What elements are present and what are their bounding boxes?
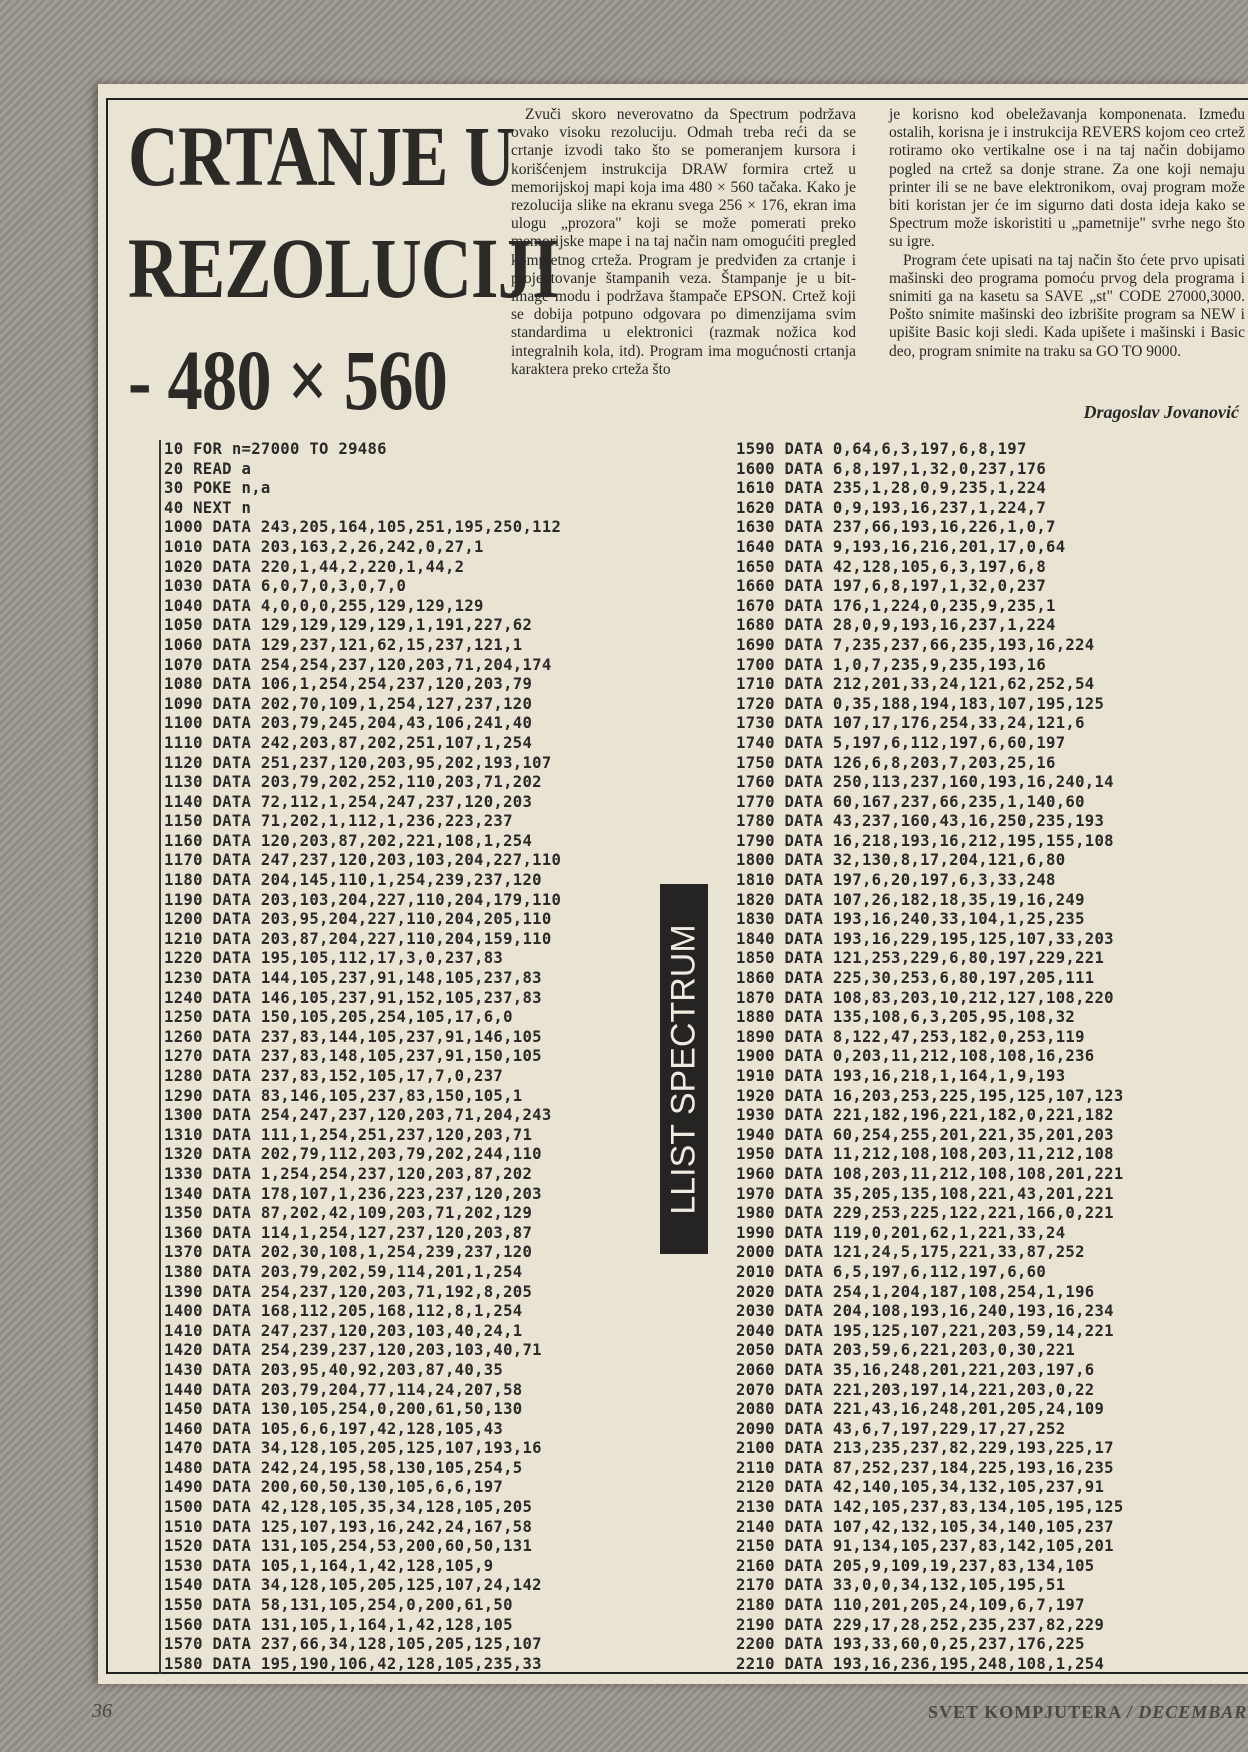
code-line: 2170 DATA 33,0,0,34,132,105,195,51 <box>736 1576 1066 1595</box>
code-line: 1810 DATA 197,6,20,197,6,3,33,248 <box>736 871 1056 890</box>
code-line: 1510 DATA 125,107,193,16,242,24,167,58 <box>164 1517 533 1536</box>
title-line-3: - 480 × 560 <box>128 332 448 428</box>
code-line: 1960 DATA 108,203,11,212,108,108,201,221 <box>736 1164 1124 1183</box>
code-line: 1730 DATA 107,17,176,254,33,24,121,6 <box>736 714 1085 733</box>
code-line: 1800 DATA 32,130,8,17,204,121,6,80 <box>736 851 1066 870</box>
code-line: 1620 DATA 0,9,193,16,237,1,224,7 <box>736 498 1047 517</box>
code-line: 2140 DATA 107,42,132,105,34,140,105,237 <box>736 1517 1114 1536</box>
code-line: 1560 DATA 131,105,1,164,1,42,128,105 <box>164 1615 513 1634</box>
code-line: 1710 DATA 212,201,33,24,121,62,252,54 <box>736 675 1095 694</box>
code-line: 2180 DATA 110,201,205,24,109,6,7,197 <box>736 1596 1085 1615</box>
code-line: 1280 DATA 237,83,152,105,17,7,0,237 <box>164 1067 504 1085</box>
code-line: 1310 DATA 111,1,254,251,237,120,203,71 <box>164 1125 533 1144</box>
code-line: 2150 DATA 91,134,105,237,83,142,105,201 <box>736 1537 1114 1556</box>
code-line: 1880 DATA 135,108,6,3,205,95,108,32 <box>736 1008 1076 1027</box>
magazine-issue: / DECEMBAR <box>1126 1702 1248 1722</box>
code-line: 2190 DATA 229,17,28,252,235,237,82,229 <box>736 1615 1105 1634</box>
code-line: 1140 DATA 72,112,1,254,247,237,120,203 <box>164 792 533 811</box>
code-line: 20 READ a <box>164 459 252 478</box>
code-line: 30 POKE n,a <box>164 479 271 498</box>
code-line: 1430 DATA 203,95,40,92,203,87,40,35 <box>164 1360 504 1379</box>
code-line: 1900 DATA 0,203,11,212,108,108,16,236 <box>736 1047 1095 1066</box>
title-line-1: CRTANJE U <box>128 108 515 204</box>
code-line: 1530 DATA 105,1,164,1,42,128,105,9 <box>164 1556 494 1575</box>
code-line: 1570 DATA 237,66,34,128,105,205,125,107 <box>164 1635 542 1654</box>
code-line: 2100 DATA 213,235,237,82,229,193,225,17 <box>736 1439 1114 1458</box>
code-line: 1470 DATA 34,128,105,205,125,107,193,16 <box>164 1439 542 1458</box>
code-line: 1600 DATA 6,8,197,1,32,0,237,176 <box>736 459 1047 478</box>
intro-column-2 <box>889 106 1245 361</box>
code-line: 1360 DATA 114,1,254,127,237,120,203,87 <box>164 1223 533 1242</box>
code-line: 1130 DATA 203,79,202,252,110,203,71,202 <box>164 773 542 792</box>
code-line: 1040 DATA 4,0,0,0,255,129,129,129 <box>164 596 484 615</box>
code-line: 1340 DATA 178,107,1,236,223,237,120,203 <box>164 1184 542 1203</box>
code-line: 1090 DATA 202,70,109,1,254,127,237,120 <box>164 694 533 713</box>
code-line: 1660 DATA 197,6,8,197,1,32,0,237 <box>736 577 1047 596</box>
code-line: 2040 DATA 195,125,107,221,203,59,14,221 <box>736 1321 1114 1340</box>
code-line: 1110 DATA 242,203,87,202,251,107,1,254 <box>164 733 533 752</box>
code-line: 1920 DATA 16,203,253,225,195,125,107,123 <box>736 1086 1124 1105</box>
code-line: 1490 DATA 200,60,50,130,105,6,6,197 <box>164 1478 504 1497</box>
code-line: 1420 DATA 254,239,237,120,203,103,40,71 <box>164 1341 542 1360</box>
code-line: 1300 DATA 254,247,237,120,203,71,204,243 <box>164 1106 552 1125</box>
code-line: 1690 DATA 7,235,237,66,235,193,16,224 <box>736 635 1095 654</box>
code-line: 1850 DATA 121,253,229,6,80,197,229,221 <box>736 949 1105 968</box>
code-line: 2130 DATA 142,105,237,83,134,105,195,125 <box>736 1498 1124 1517</box>
code-line: 1080 DATA 106,1,254,254,237,120,203,79 <box>164 675 533 694</box>
code-line: 1190 DATA 203,103,204,227,110,204,179,110 <box>164 890 562 909</box>
code-line: 1860 DATA 225,30,253,6,80,197,205,111 <box>736 969 1095 988</box>
code-line: 1060 DATA 129,237,121,62,15,237,121,1 <box>164 635 523 654</box>
code-line: 1320 DATA 202,79,112,203,79,202,244,110 <box>164 1145 542 1164</box>
code-line: 1740 DATA 5,197,6,112,197,6,60,197 <box>736 733 1066 752</box>
code-line: 1870 DATA 108,83,203,10,212,127,108,220 <box>736 988 1114 1007</box>
code-line: 1720 DATA 0,35,188,194,183,107,195,125 <box>736 694 1105 713</box>
section-banner <box>660 884 708 1254</box>
code-line: 1990 DATA 119,0,201,62,1,221,33,24 <box>736 1223 1066 1242</box>
code-line: 1150 DATA 71,202,1,112,1,236,223,237 <box>164 812 513 831</box>
code-line: 1640 DATA 9,193,16,216,201,17,0,64 <box>736 537 1066 556</box>
code-line: 2060 DATA 35,16,248,201,221,203,197,6 <box>736 1360 1095 1379</box>
code-line: 1020 DATA 220,1,44,2,220,1,44,2 <box>164 557 465 576</box>
code-line: 1240 DATA 146,105,237,91,152,105,237,83 <box>164 988 542 1007</box>
code-line: 2080 DATA 221,43,16,248,201,205,24,109 <box>736 1400 1105 1419</box>
code-line: 1950 DATA 11,212,108,108,203,11,212,108 <box>736 1145 1114 1164</box>
intro-paragraph: Zvuči skoro neverovatno da Spectrum podržava ovako visoku rezoluciju. Odmah treba reći da se crtanje izvodi tako što se pomeranjem kursora i korišćenjem instrukcija DRAW formira crtež u memorijskoj mapi koja ima 480 × 560 tačaka. Kako je rezolucija slike na ekranu svega 256 × 176, ekran ima ulogu „prozora" koji se može pomerati preko memorijske mape i na taj način nam omogućiti pregled kompletnog crteža. Program je predviđen za crtanje i projektovanje štampanih veza. Štampanje je u bit-image modu i podržava štampače EPSON. Crtež koji se dobija potpuno odgovara po dimenzijama svim standardima u elektronici (razmak nožica kod integralnih kola, itd). Program ima mogućnosti crtanja karaktera preko crteža što <box>511 106 856 378</box>
code-line: 1400 DATA 168,112,205,168,112,8,1,254 <box>164 1302 523 1321</box>
code-line: 2000 DATA 121,24,5,175,221,33,87,252 <box>736 1243 1085 1262</box>
code-line: 1680 DATA 28,0,9,193,16,237,1,224 <box>736 616 1056 635</box>
code-line: 1220 DATA 195,105,112,17,3,0,237,83 <box>164 949 504 968</box>
magazine-footer <box>928 1702 1247 1723</box>
code-line: 10 FOR n=27000 TO 29486 <box>164 440 387 458</box>
code-line: 1030 DATA 6,0,7,0,3,0,7,0 <box>164 577 407 596</box>
code-line: 1840 DATA 193,16,229,195,125,107,33,203 <box>736 929 1114 948</box>
intro-column-1 <box>511 106 856 379</box>
code-line: 2090 DATA 43,6,7,197,229,17,27,252 <box>736 1419 1066 1438</box>
article-title <box>128 100 559 436</box>
code-line: 40 NEXT n <box>164 498 252 517</box>
code-line: 1910 DATA 193,16,218,1,164,1,9,193 <box>736 1067 1066 1085</box>
code-line: 2110 DATA 87,252,237,184,225,193,16,235 <box>736 1458 1114 1477</box>
code-line: 1480 DATA 242,24,195,58,130,105,254,5 <box>164 1458 523 1477</box>
title-line-2: REZOLUCIJI <box>128 220 559 316</box>
code-line: 1830 DATA 193,16,240,33,104,1,25,235 <box>736 910 1085 929</box>
code-line: 1610 DATA 235,1,28,0,9,235,1,224 <box>736 479 1047 498</box>
code-listing-left <box>159 440 561 1674</box>
code-line: 1230 DATA 144,105,237,91,148,105,237,83 <box>164 969 542 988</box>
code-line: 1050 DATA 129,129,129,129,1,191,227,62 <box>164 616 533 635</box>
magazine-name: SVET KOMPJUTERA <box>928 1702 1122 1722</box>
code-line: 2020 DATA 254,1,204,187,108,254,1,196 <box>736 1282 1095 1301</box>
code-line: 2160 DATA 205,9,109,19,237,83,134,105 <box>736 1556 1095 1575</box>
code-line: 2010 DATA 6,5,197,6,112,197,6,60 <box>736 1262 1047 1281</box>
code-line: 2070 DATA 221,203,197,14,221,203,0,22 <box>736 1380 1095 1399</box>
code-line: 1650 DATA 42,128,105,6,3,197,6,8 <box>736 557 1047 576</box>
code-line: 2050 DATA 203,59,6,221,203,0,30,221 <box>736 1341 1076 1360</box>
intro-paragraph: Program ćete upisati na taj način što ćete prvo upisati mašinski deo programa pomoću prvog dela programa i snimiti ga na kasetu sa SAVE „st" CODE 27000,3000. Pošto snimite mašinski deo izbrišite program sa NEW i upišite Basic koji sledi. Kada upišete i mašinski i Basic deo, program snimite na traku sa GO TO 9000. <box>889 251 1245 360</box>
code-line: 1100 DATA 203,79,245,204,43,106,241,40 <box>164 714 533 733</box>
code-line: 1250 DATA 150,105,205,254,105,17,6,0 <box>164 1008 513 1027</box>
code-line: 1210 DATA 203,87,204,227,110,204,159,110 <box>164 929 552 948</box>
code-line: 1200 DATA 203,95,204,227,110,204,205,110 <box>164 910 552 929</box>
code-line: 1000 DATA 243,205,164,105,251,195,250,112 <box>164 518 562 537</box>
code-line: 1180 DATA 204,145,110,1,254,239,237,120 <box>164 871 542 890</box>
code-line: 1630 DATA 237,66,193,16,226,1,0,7 <box>736 518 1056 537</box>
code-line: 1590 DATA 0,64,6,3,197,6,8,197 <box>736 440 1027 458</box>
code-line: 1760 DATA 250,113,237,160,193,16,240,14 <box>736 773 1114 792</box>
code-line: 1350 DATA 87,202,42,109,203,71,202,129 <box>164 1204 533 1223</box>
code-line: 1580 DATA 195,190,106,42,128,105,235,33 <box>164 1654 542 1673</box>
code-line: 1170 DATA 247,237,120,203,103,204,227,110 <box>164 851 562 870</box>
code-line: 2200 DATA 193,33,60,0,25,237,176,225 <box>736 1635 1085 1654</box>
section-banner-label: LLIST SPECTRUM <box>664 923 703 1215</box>
code-line: 1330 DATA 1,254,254,237,120,203,87,202 <box>164 1164 533 1183</box>
code-listing-right <box>736 440 1124 1674</box>
code-line: 1940 DATA 60,254,255,201,221,35,201,203 <box>736 1125 1114 1144</box>
code-line: 1450 DATA 130,105,254,0,200,61,50,130 <box>164 1400 523 1419</box>
code-line: 1120 DATA 251,237,120,203,95,202,193,107 <box>164 753 552 772</box>
code-line: 1260 DATA 237,83,144,105,237,91,146,105 <box>164 1027 542 1046</box>
code-line: 1670 DATA 176,1,224,0,235,9,235,1 <box>736 596 1056 615</box>
code-line: 1290 DATA 83,146,105,237,83,150,105,1 <box>164 1086 523 1105</box>
code-line: 1440 DATA 203,79,204,77,114,24,207,58 <box>164 1380 523 1399</box>
code-line: 1780 DATA 43,237,160,43,16,250,235,193 <box>736 812 1105 831</box>
intro-paragraph: je korisno kod obeležavanja komponenata. Između ostalih, korisna je i instrukcija REVERS kojom ceo crtež rotiramo oko vertikalne ose i na taj način dobijamo pogled na crtež sa donje strane. Za one koji nemaju printer ili se ne bave elektronikom, ovaj program može biti koristan jer će im sigurno dati dosta ideja kako se Spectrum može iskoristiti u „pametnije" svrhe nego što su igre. <box>889 106 1245 251</box>
page-number: 36 <box>92 1700 112 1722</box>
code-line: 1770 DATA 60,167,237,66,235,1,140,60 <box>736 792 1085 811</box>
code-line: 1790 DATA 16,218,193,16,212,195,155,108 <box>736 831 1114 850</box>
code-line: 1700 DATA 1,0,7,235,9,235,193,16 <box>736 655 1047 674</box>
code-line: 1380 DATA 203,79,202,59,114,201,1,254 <box>164 1262 523 1281</box>
code-line: 2210 DATA 193,16,236,195,248,108,1,254 <box>736 1654 1105 1673</box>
code-line: 1980 DATA 229,253,225,122,221,166,0,221 <box>736 1204 1114 1223</box>
code-line: 1540 DATA 34,128,105,205,125,107,24,142 <box>164 1576 542 1595</box>
code-line: 1890 DATA 8,122,47,253,182,0,253,119 <box>736 1027 1085 1046</box>
code-line: 2120 DATA 42,140,105,34,132,105,237,91 <box>736 1478 1105 1497</box>
code-line: 1550 DATA 58,131,105,254,0,200,61,50 <box>164 1596 513 1615</box>
code-line: 1820 DATA 107,26,182,18,35,19,16,249 <box>736 890 1085 909</box>
code-line: 1970 DATA 35,205,135,108,221,43,201,221 <box>736 1184 1114 1203</box>
code-line: 1520 DATA 131,105,254,53,200,60,50,131 <box>164 1537 533 1556</box>
code-line: 1930 DATA 221,182,196,221,182,0,221,182 <box>736 1106 1114 1125</box>
code-line: 1370 DATA 202,30,108,1,254,239,237,120 <box>164 1243 533 1262</box>
code-line: 1460 DATA 105,6,6,197,42,128,105,43 <box>164 1419 504 1438</box>
code-line: 1390 DATA 254,237,120,203,71,192,8,205 <box>164 1282 533 1301</box>
code-line: 1500 DATA 42,128,105,35,34,128,105,205 <box>164 1498 533 1517</box>
code-line: 1270 DATA 237,83,148,105,237,91,150,105 <box>164 1047 542 1066</box>
code-line: 1070 DATA 254,254,237,120,203,71,204,174 <box>164 655 552 674</box>
code-line: 1010 DATA 203,163,2,26,242,0,27,1 <box>164 537 484 556</box>
code-line: 1750 DATA 126,6,8,203,7,203,25,16 <box>736 753 1056 772</box>
code-line: 1160 DATA 120,203,87,202,221,108,1,254 <box>164 831 533 850</box>
author-byline: Dragoslav Jovanović <box>1083 402 1239 422</box>
code-line: 1410 DATA 247,237,120,203,103,40,24,1 <box>164 1321 523 1340</box>
code-line: 2030 DATA 204,108,193,16,240,193,16,234 <box>736 1302 1114 1321</box>
